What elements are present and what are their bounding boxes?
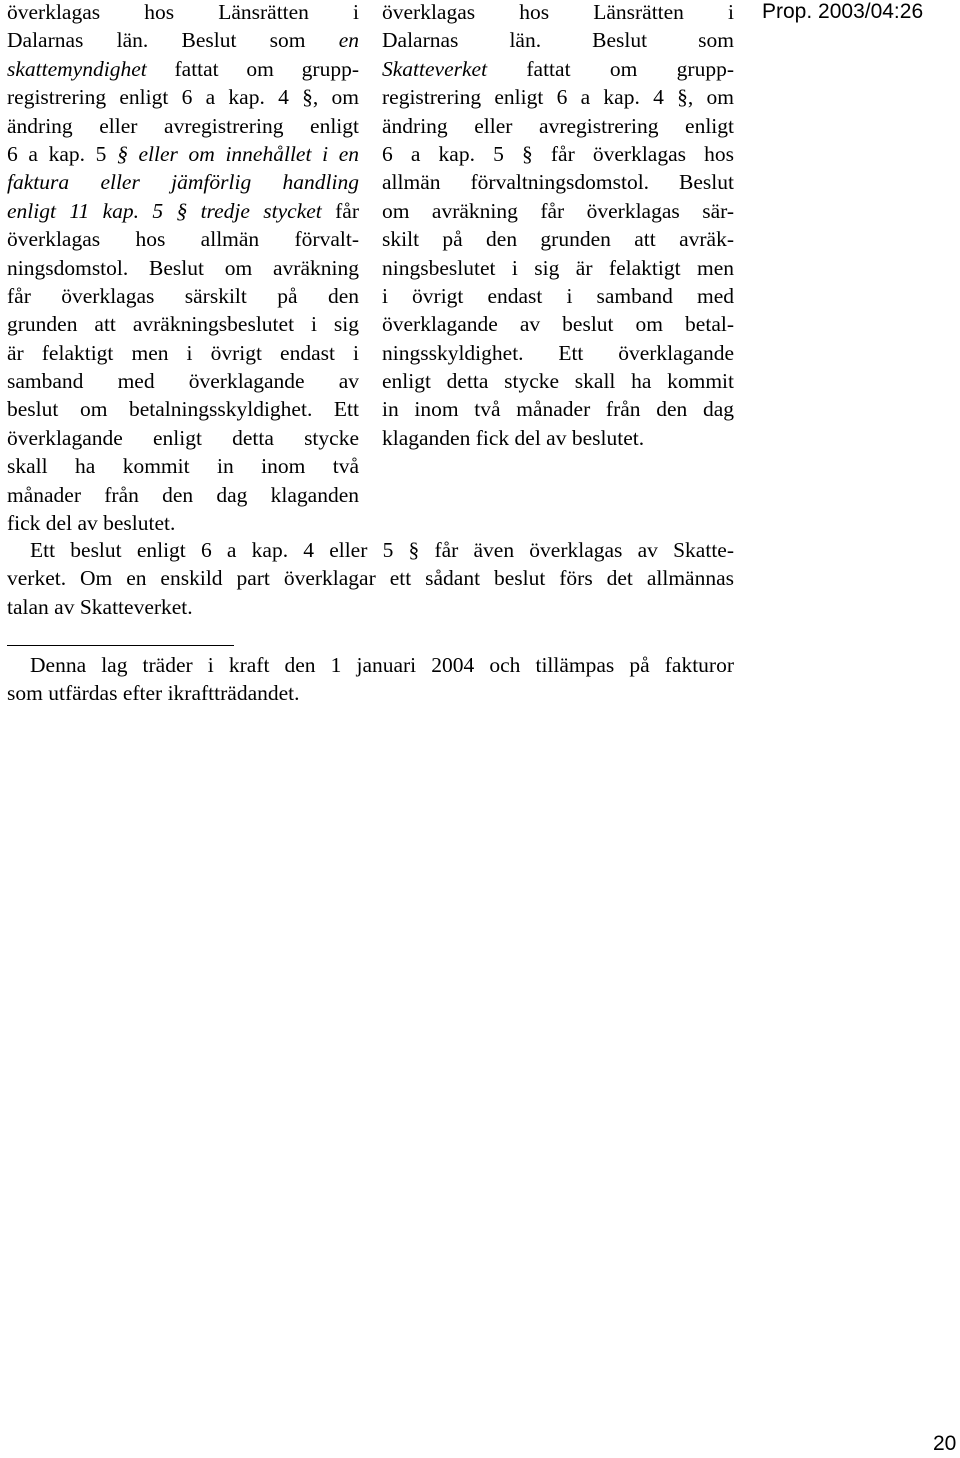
right-line-14: enligt detta stycke skall ha kommit (382, 369, 734, 394)
right-line-13: ningsskyldighet. Ett överklagande (382, 340, 734, 365)
left-line-4: registrering enligt 6 a kap. 4 §, om (7, 85, 359, 110)
left-line-16: överklagande enligt detta stycke (7, 425, 359, 450)
right-line-7: allmän förvaltningsdomstol. Beslut (382, 170, 734, 195)
left-line-11: får överklagas särskilt på den (7, 283, 359, 308)
left-line-12: grunden att avräkningsbeslutet i sig (7, 312, 359, 337)
paragraph-line-1: Ett beslut enligt 6 a kap. 4 eller 5 § får även överklagas av Skatte- (30, 538, 734, 562)
provision-line-1: Denna lag träder i kraft den 1 januari 2004 och tillämpas på fakturor (30, 653, 734, 677)
left-line-15: beslut om betalningsskyldighet. Ett (7, 397, 359, 422)
left-column-text (7, 0, 359, 537)
left-line-9: överklagas hos allmän förvalt- (7, 227, 359, 252)
body-paragraph (7, 536, 734, 621)
left-line-13: är felaktigt men i övrigt endast i (7, 340, 359, 365)
right-line-15: in inom två månader från den dag (382, 397, 734, 422)
right-line-1: överklagas hos Länsrätten i (382, 0, 734, 24)
left-line-3: skattemyndighet fattat om grupp- (7, 56, 359, 81)
left-line-1: överklagas hos Länsrätten i (7, 0, 359, 24)
right-line-8: om avräkning får överklagas sär- (382, 198, 734, 223)
right-line-16: klaganden fick del av beslutet. (382, 425, 645, 450)
left-line-19: fick del av beslutet. (7, 511, 176, 536)
left-line-5: ändring eller avregistrering enligt (7, 113, 359, 138)
right-line-10: ningsbeslutet i sig är felaktigt men (382, 255, 734, 280)
left-line-7: faktura eller jämförlig handling (7, 170, 359, 195)
right-line-9: skilt på den grunden att avräk- (382, 227, 734, 252)
footnote-divider (7, 645, 234, 646)
right-line-4: registrering enligt 6 a kap. 4 §, om (382, 85, 734, 110)
left-line-14: samband med överklagande av (7, 369, 359, 394)
right-line-5: ändring eller avregistrering enligt (382, 113, 734, 138)
transitional-provision (7, 651, 734, 708)
left-line-8: enligt 11 kap. 5 § tredje stycket får (7, 198, 359, 223)
left-line-6: 6 a kap. 5 § eller om innehållet i en (7, 141, 360, 166)
provision-line-2: som utfärdas efter ikraftträdandet. (7, 681, 300, 706)
left-line-10: ningsdomstol. Beslut om avräkning (7, 255, 359, 280)
left-line-18: månader från den dag klaganden (7, 482, 359, 507)
paragraph-line-2: verket. Om en enskild part överklagar ett sådant beslut förs det allmännas (7, 566, 734, 591)
right-line-3: Skatteverket fattat om grupp- (382, 56, 734, 81)
left-line-17: skall ha kommit in inom två (7, 454, 359, 479)
right-column-text (382, 0, 734, 452)
right-line-6: 6 a kap. 5 § får överklagas hos (382, 141, 734, 166)
left-line-2: Dalarnas län. Beslut som en (7, 28, 359, 53)
proposition-label: Prop. 2003/04:26 (762, 0, 924, 23)
right-line-2: Dalarnas län. Beslut som (382, 28, 734, 53)
paragraph-line-3: talan av Skatteverket. (7, 594, 193, 619)
page-number: 20 (933, 1432, 957, 1455)
right-line-11: i övrigt endast i samband med (382, 283, 734, 308)
right-line-12: överklagande av beslut om betal- (382, 312, 734, 337)
